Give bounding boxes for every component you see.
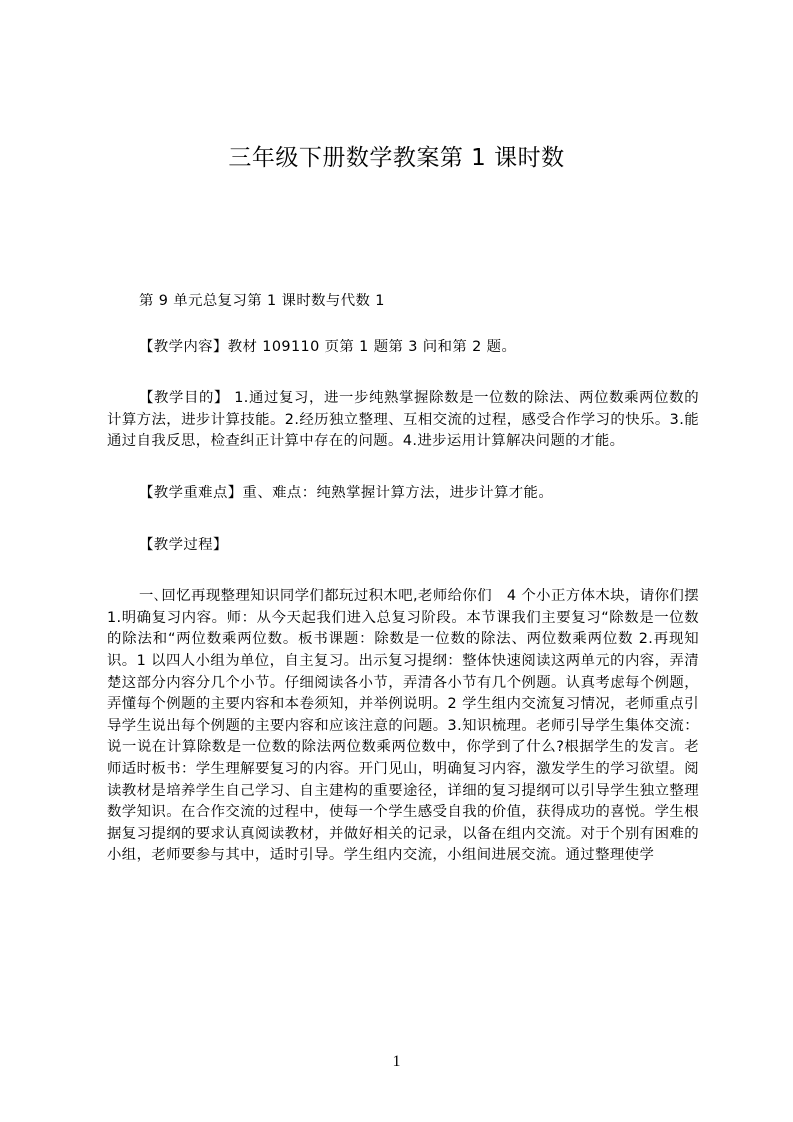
teaching-process-heading: 【教学过程】 <box>139 536 228 553</box>
key-difficulties-paragraph: 【教学重难点】重、难点：纯熟掌握计算方法，进步计算才能。 <box>139 484 554 501</box>
review-activity-paragraph: 一､回忆再现整理知识同学们都玩过积木吧,老师给你们 4 个小正方体木块，请你们摆 1.明确复习内容。师：从今天起我们进入总复习阶段。本节课我们主要复习“除数是一位数的除法和“两位数乘两位数。板书课题：除数是一位数的除法、两位数乘两位数 2.再现知识。1 以四人小组为单位，自主复习。出示复习提纲：整体快速阅读这两单元的内容，弄清楚这部分内容分几个小节。仔细阅读各小节，弄清各小节有几个例题。认真考虑每个例题，弄懂每个例题的主要内容和本卷须知，并举例说明。2 学生组内交流复习情况，老师重点引导学生说出每个例题的主要内容和应该注意的问题。3.知识梳理。老师引导学生集体交流：说一说在计算除数是一位数的除法两位数乘两位数中，你学到了什么?根据学生的发言。老师适时板书：学生理解要复习的内容。开门见山，明确复习内容，激发学生的学习欲望。阅读教材是培养学生自己学习、自主建构的重要途径，详细的复习提纲可以引导学生独立整理数学知识。在合作交流的过程中，使每一个学生感受自我的价值，获得成功的喜悦。学生根据复习提纲的要求认真阅读教材，并做好相关的记录，以备在组内交流。对于个别有困难的小组，老师要参与其中，适时引导。学生组内交流，小组间进展交流。通过整理使学 <box>107 588 699 864</box>
page-number: 1 <box>392 1053 401 1070</box>
teaching-content-paragraph: 【教学内容】教材 109110 页第 1 题第 3 问和第 2 题。 <box>139 338 517 355</box>
section-heading: 第 9 单元总复习第 1 课时数与代数 1 <box>139 293 385 309</box>
document-title: 三年级下册数学教案第 1 课时数 <box>228 145 565 171</box>
document-body <box>107 291 699 867</box>
teaching-objectives-paragraph: 【教学目的】 1.通过复习，进一步纯熟掌握除数是一位数的除法、两位数乘两位数的计算方法，进步计算技能。2.经历独立整理、互相交流的过程，感受合作学习的快乐。3.能通过自我反思，检查纠正计算中存在的问题。4.进步运用计算解决问题的才能。 <box>107 390 699 450</box>
